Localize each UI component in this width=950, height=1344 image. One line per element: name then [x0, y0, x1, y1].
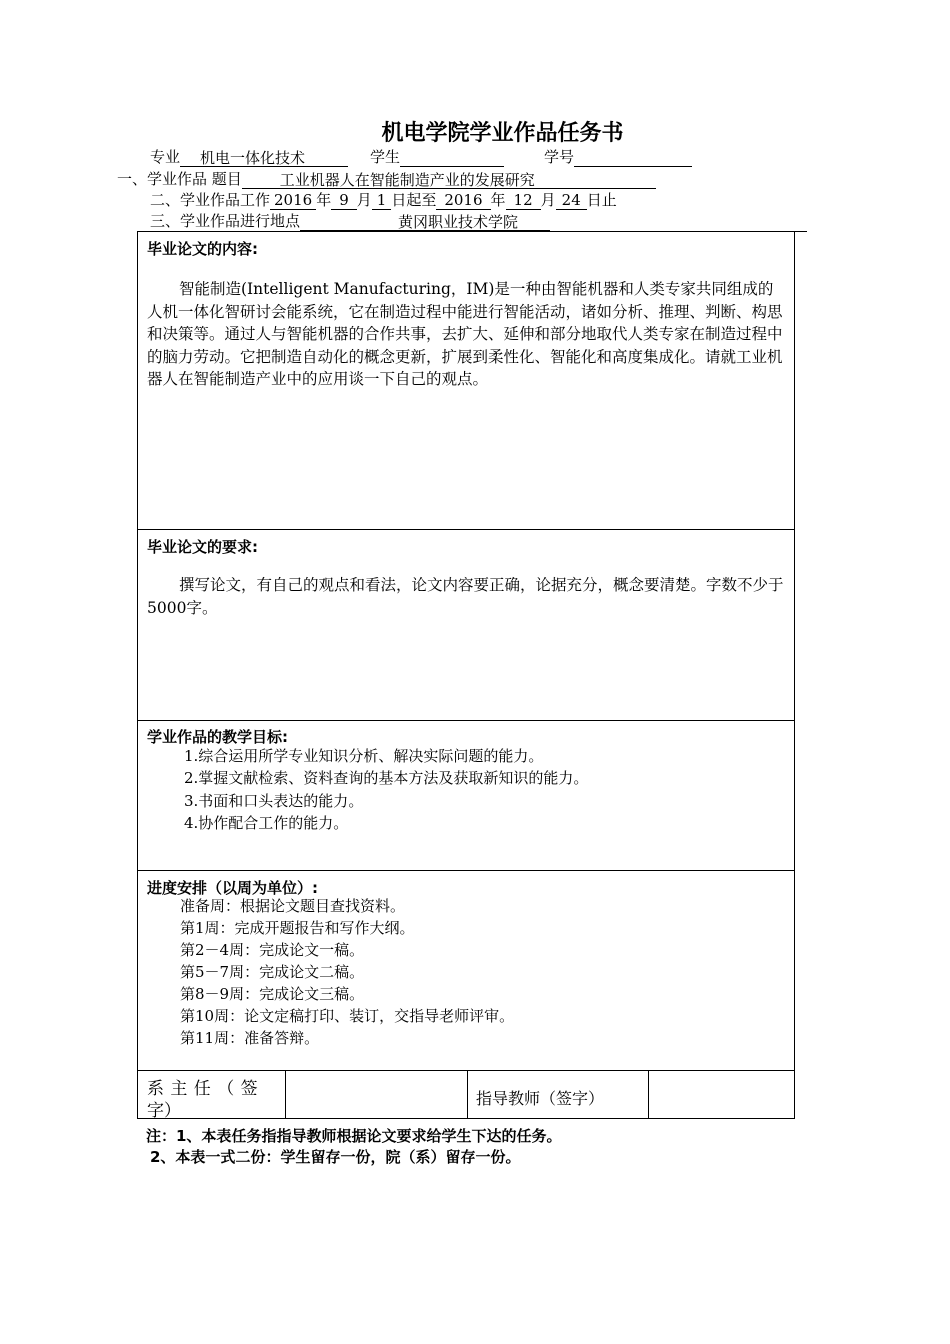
requirements-text: 撰写论文，有自己的观点和看法，论文内容要正确，论据充分，概念要清楚。字数不少于5000字。 — [147, 576, 784, 617]
schedule-item: 第11周：准备答辩。 — [180, 1029, 320, 1047]
schedule-item: 第1周：完成开题报告和写作大纲。 — [180, 919, 415, 937]
advisor-signature[interactable] — [653, 1074, 788, 1116]
cell-divider — [467, 1070, 468, 1118]
month-unit: 月 — [356, 191, 372, 209]
student-value — [400, 149, 504, 167]
topic-value: 工业机器人在智能制造产业的发展研究 — [242, 172, 656, 189]
year-unit-2: 年 — [490, 191, 506, 209]
meta-line — [150, 147, 692, 167]
end-month: 12 — [506, 192, 541, 210]
schedule-heading: 进度安排（以周为单位）: — [147, 879, 318, 897]
year-unit: 年 — [316, 191, 332, 209]
dept-head-label: 系 主 任 （ 签 — [147, 1079, 259, 1099]
goal-item: 4.协作配合工作的能力。 — [184, 814, 349, 832]
schedule-item: 第2－4周：完成论文一稿。 — [180, 941, 365, 959]
advisor-label: 指导教师（签字） — [476, 1089, 605, 1108]
dept-head-signature[interactable] — [290, 1074, 460, 1116]
cell-divider — [648, 1070, 649, 1118]
dept-head-label-2: 字） — [147, 1101, 181, 1121]
requirements-heading: 毕业论文的要求: — [147, 538, 258, 556]
student-label: 学生 — [370, 148, 401, 166]
goals-heading: 学业作品的教学目标: — [147, 728, 288, 746]
start-suffix: 日起至 — [391, 191, 437, 209]
divider — [138, 1070, 794, 1071]
end-year: 2016 — [436, 192, 490, 210]
location-label: 三、学业作品进行地点 — [150, 212, 301, 230]
schedule-item: 第10周：论文定稿打印、装订，交指导老师评审。 — [180, 1007, 515, 1025]
start-month: 9 — [331, 192, 357, 210]
task-table — [137, 231, 795, 1119]
content-text: 智能制造(Intelligent Manufacturing，IM)是一种由智能机器和人类专家共同组成的人机一体化智研讨会能系统，它在制造过程中能进行智能活动，诸如分析、推理、判断、构思和决策等。通过人与智能机器的合作共事，去扩大、延伸和部分地取代人类专家在制造过程中的脑力劳动。它把制造自动化的概念更新，扩展到柔性化、智能化和高度集成化。请就工业机器人在智能制造产业中的应用谈一下自己的观点。 — [147, 280, 783, 388]
month-unit-2: 月 — [540, 191, 556, 209]
divider — [138, 529, 794, 530]
topic-label: 一、学业作品 题目 — [117, 170, 242, 188]
divider — [138, 870, 794, 871]
period-line — [150, 190, 617, 210]
id-value — [574, 149, 692, 167]
goal-item: 2.掌握文献检索、资料查询的基本方法及获取新知识的能力。 — [184, 769, 589, 787]
end-suffix: 日止 — [586, 191, 617, 209]
note-2: 2、本表一式二份：学生留存一份，院（系）留存一份。 — [150, 1148, 521, 1166]
id-label: 学号 — [544, 148, 575, 166]
table-top-extension — [795, 231, 807, 232]
period-label: 二、学业作品工作 — [150, 191, 271, 209]
content-heading: 毕业论文的内容: — [147, 240, 258, 258]
start-day: 1 — [372, 192, 392, 210]
schedule-item: 准备周：根据论文题目查找资料。 — [180, 897, 406, 915]
end-day: 24 — [556, 192, 587, 210]
major-value: 机电一体化技术 — [180, 150, 348, 167]
goal-item: 1.综合运用所学专业知识分析、解决实际问题的能力。 — [184, 747, 544, 765]
page-title: 机电学院学业作品任务书 — [381, 121, 624, 146]
note-1: 注：1、本表任务指指导教师根据论文要求给学生下达的任务。 — [146, 1127, 562, 1145]
start-year: 2016 — [270, 192, 316, 210]
topic-line — [117, 169, 656, 189]
location-value: 黄冈职业技术学院 — [300, 214, 550, 231]
divider — [138, 720, 794, 721]
cell-divider — [285, 1070, 286, 1118]
major-label: 专业 — [150, 148, 181, 166]
location-line — [150, 211, 550, 231]
goal-item: 3.书面和口头表达的能力。 — [184, 792, 364, 810]
schedule-item: 第5－7周：完成论文二稿。 — [180, 963, 365, 981]
schedule-item: 第8－9周：完成论文三稿。 — [180, 985, 365, 1003]
